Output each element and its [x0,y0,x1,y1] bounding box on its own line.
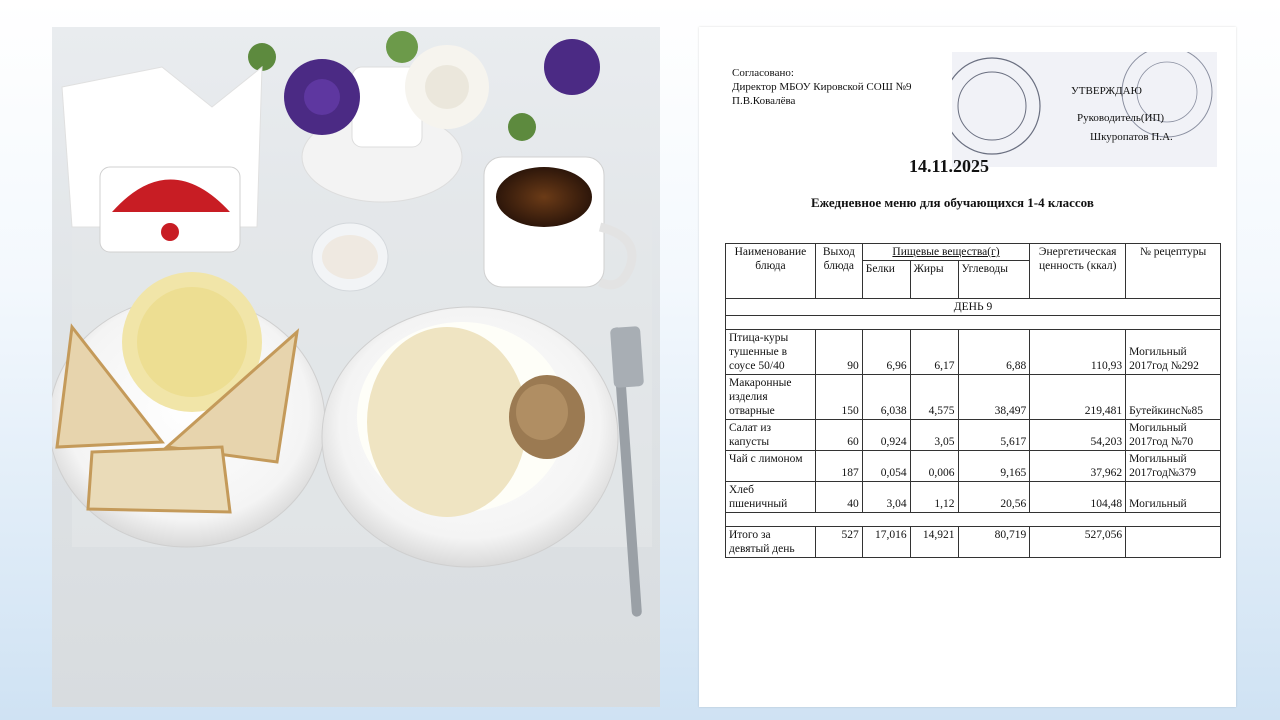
dish-fats: 6,17 [910,330,958,375]
dish-recipe: Могильный [1126,482,1221,513]
approval-block [732,66,912,108]
dish-carbs: 6,88 [958,330,1030,375]
dish-recipe: Могильный 2017год №292 [1126,330,1221,375]
dish-name: Макаронные изделия отварные [726,375,816,420]
dish-output: 150 [815,375,862,420]
total-recipe [1126,527,1221,558]
day-row [726,299,1221,316]
dish-fats: 3,05 [910,420,958,451]
total-energy: 527,056 [1030,527,1126,558]
dish-name: Птица-куры тушенные в соусе 50/40 [726,330,816,375]
dish-carbs: 20,56 [958,482,1030,513]
spacer-row [726,513,1221,527]
dish-fats: 4,575 [910,375,958,420]
approved-line: Согласовано: [732,67,794,79]
pasta-chicken-plate [322,307,618,567]
dish-recipe: Могильный 2017год№379 [1126,451,1221,482]
dish-energy: 110,93 [1030,330,1126,375]
dish-recipe: Могильный 2017год №70 [1126,420,1221,451]
meal-illustration [52,27,660,707]
dish-fats: 1,12 [910,482,958,513]
spacer-row [726,316,1221,330]
dish-carbs: 5,617 [958,420,1030,451]
dish-output: 187 [815,451,862,482]
header-output: Выход блюда [815,244,862,299]
menu-table [725,243,1221,558]
table-row [726,451,1221,482]
menu-title: Ежедневное меню для обучающихся 1-4 классов [811,195,1094,210]
header-name: Наименование блюда [726,244,816,299]
dish-name: Чай с лимоном [726,451,816,482]
dish-proteins: 6,96 [862,330,910,375]
table-row [726,375,1221,420]
table-row [726,330,1221,375]
total-name: Итого за девятый день [726,527,816,558]
dish-carbs: 9,165 [958,451,1030,482]
table-row [726,420,1221,451]
dish-carbs: 38,497 [958,375,1030,420]
dish-proteins: 6,038 [862,375,910,420]
menu-date: 14.11.2025 [909,156,990,176]
approved-line: Директор МБОУ Кировской СОШ №9 [732,81,912,93]
header-energy: Энергетическая ценность (ккал) [1030,244,1126,299]
dish-output: 40 [815,482,862,513]
table-header-row [726,244,1221,261]
total-row [726,527,1221,558]
total-proteins: 17,016 [862,527,910,558]
header-proteins: Белки [862,261,910,299]
dish-output: 60 [815,420,862,451]
total-fats: 14,921 [910,527,958,558]
total-output: 527 [815,527,862,558]
menu-document [699,27,1236,707]
meal-photo [52,27,660,707]
dish-name: Хлеб пшеничный [726,482,816,513]
approved-line: П.В.Ковалёва [732,95,796,107]
dish-proteins: 0,924 [862,420,910,451]
dish-energy: 104,48 [1030,482,1126,513]
approve-right-block [1068,84,1173,144]
header-fats: Жиры [910,261,958,299]
header-carbs: Углеводы [958,261,1030,299]
dish-fats: 0,006 [910,451,958,482]
dish-name: Салат из капусты [726,420,816,451]
table-row [726,482,1221,513]
header-nutrients: Пищевые вещества(г) [862,244,1030,261]
dish-proteins: 0,054 [862,451,910,482]
day-label: ДЕНЬ 9 [726,299,1221,316]
dish-proteins: 3,04 [862,482,910,513]
approve-name: Шкуропатов П.А. [1090,131,1173,143]
dish-recipe: Бутейкинс№85 [1126,375,1221,420]
header-recipe: № рецептуры [1126,244,1221,299]
napkin-holder [62,67,262,252]
approve-role: Руководитель(ИП) [1077,112,1165,124]
dish-energy: 54,203 [1030,420,1126,451]
total-carbs: 80,719 [958,527,1030,558]
dish-energy: 37,962 [1030,451,1126,482]
dish-energy: 219,481 [1030,375,1126,420]
approve-title: УТВЕРЖДАЮ [1071,85,1142,97]
dish-output: 90 [815,330,862,375]
